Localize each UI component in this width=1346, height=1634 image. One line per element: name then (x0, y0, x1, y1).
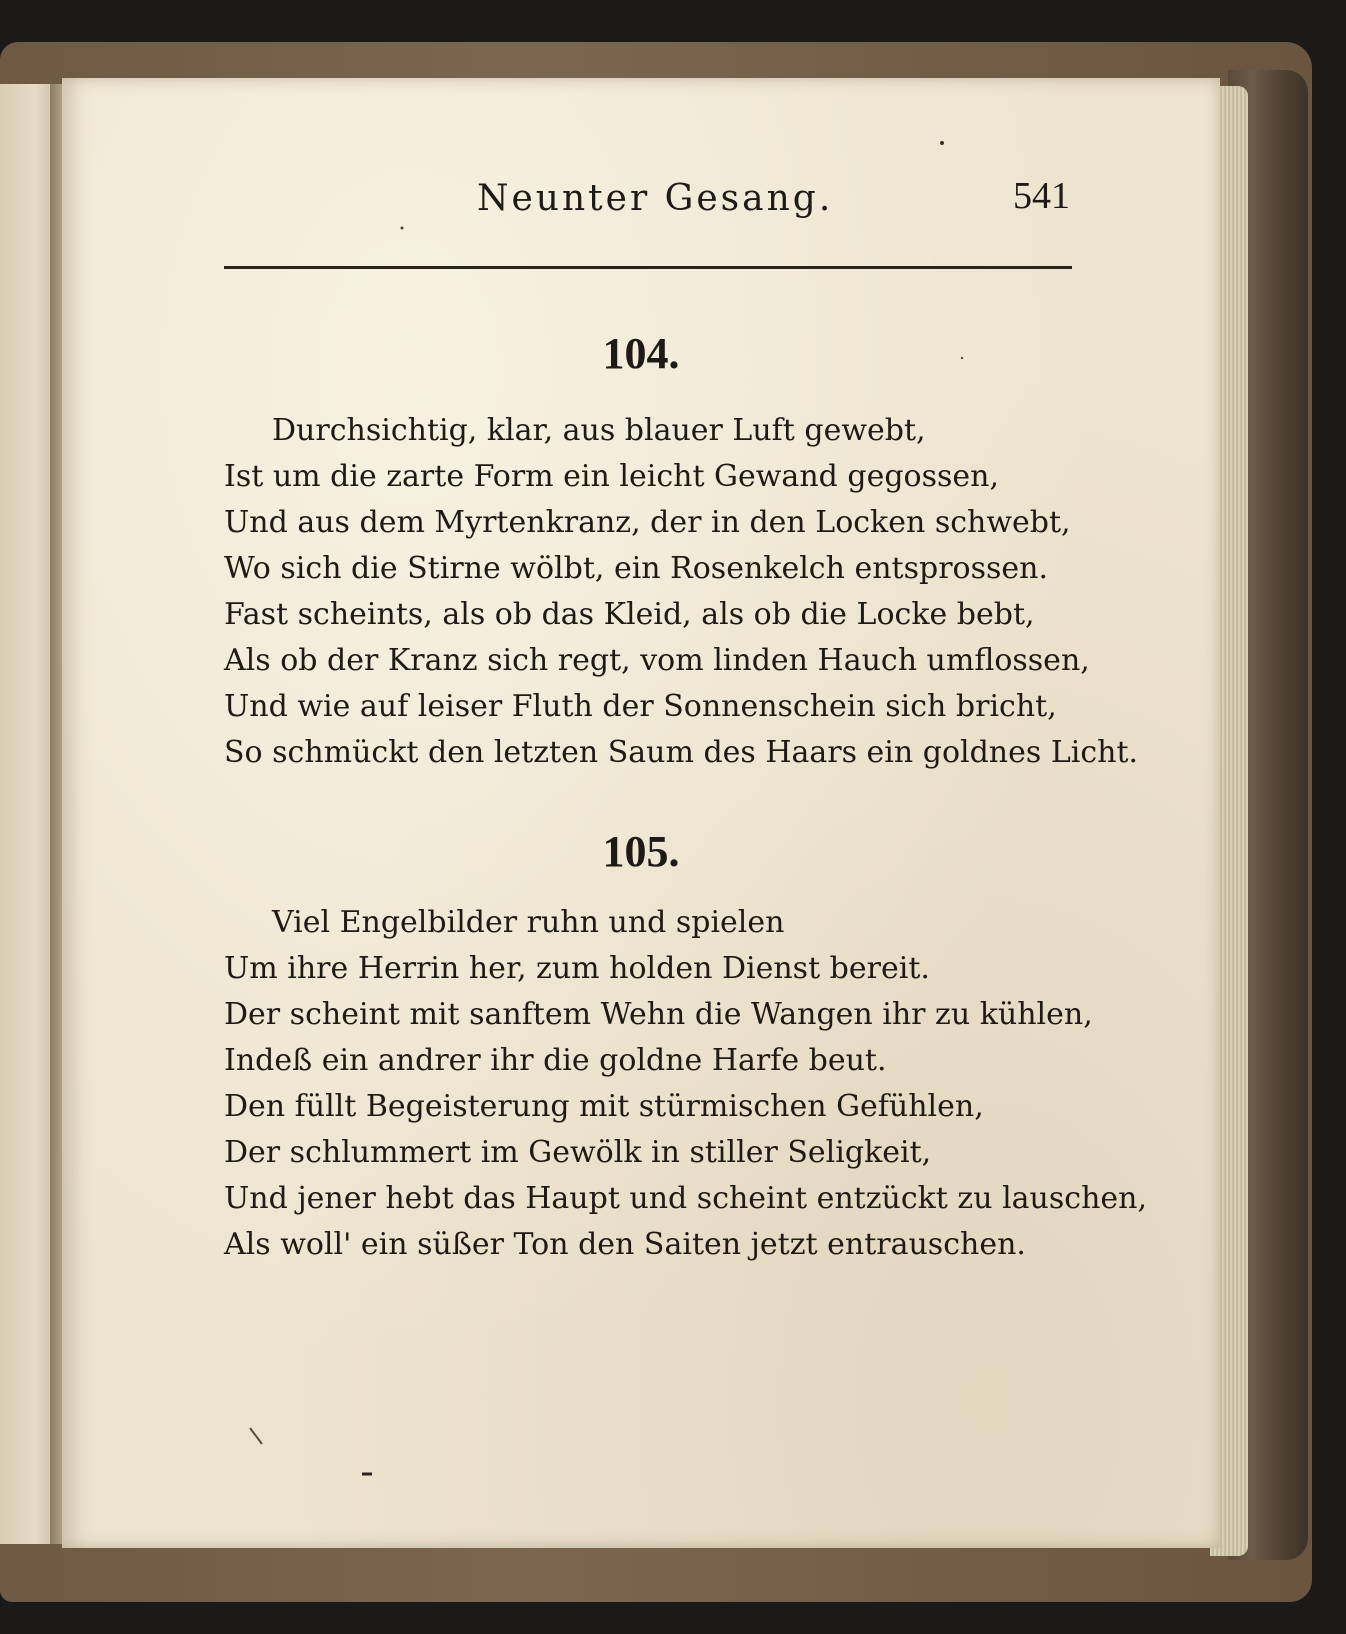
paper-specks (62, 78, 1220, 1548)
verse-line: Und jener hebt das Haupt und scheint entzückt zu lauschen, (224, 1181, 1147, 1216)
verse-line: Ist um die zarte Form ein leicht Gewand gegossen, (224, 459, 1000, 494)
verse-line: Fast scheints, als ob das Kleid, als ob die Locke bebt, (224, 597, 1035, 632)
stanza-105 (224, 900, 1147, 1268)
stanza-number-105: 105. (602, 827, 680, 876)
verse-line: Als woll' ein süßer Ton den Saiten jetzt entrauschen. (224, 1227, 1026, 1262)
verse-line: Der scheint mit sanftem Wehn die Wangen ihr zu kühlen, (224, 997, 1093, 1032)
verse-line: Als ob der Kranz sich regt, vom linden Hauch umflossen, (224, 643, 1090, 678)
verse-line: Den füllt Begeisterung mit stürmischen Gefühlen, (224, 1089, 984, 1124)
book-page (62, 78, 1220, 1548)
verse-line: Wo sich die Stirne wölbt, ein Rosenkelch entsprossen. (224, 551, 1049, 586)
verse-line: Der schlummert im Gewölk in stiller Seligkeit, (224, 1135, 932, 1170)
verse-line: Um ihre Herrin her, zum holden Dienst bereit. (224, 951, 930, 986)
stanza-number-104: 104. (602, 329, 680, 378)
page-number: 541 (1013, 175, 1070, 217)
verse-line: Und aus dem Myrtenkranz, der in den Locken schwebt, (224, 505, 1071, 540)
verse-line: Indeß ein andrer ihr die goldne Harfe beut. (224, 1043, 887, 1078)
header-rule (224, 266, 1072, 269)
verse-line: Und wie auf leiser Fluth der Sonnenschein sich bricht, (224, 689, 1057, 724)
verse-line: So schmückt den letzten Saum des Haars ein goldnes Licht. (224, 735, 1139, 770)
running-head: Neunter Gesang. (477, 178, 834, 219)
stanza-104 (224, 408, 1139, 776)
verse-line: Durchsichtig, klar, aus blauer Luft gewebt, (272, 413, 926, 448)
verse-line: Viel Engelbilder ruhn und spielen (272, 905, 785, 940)
